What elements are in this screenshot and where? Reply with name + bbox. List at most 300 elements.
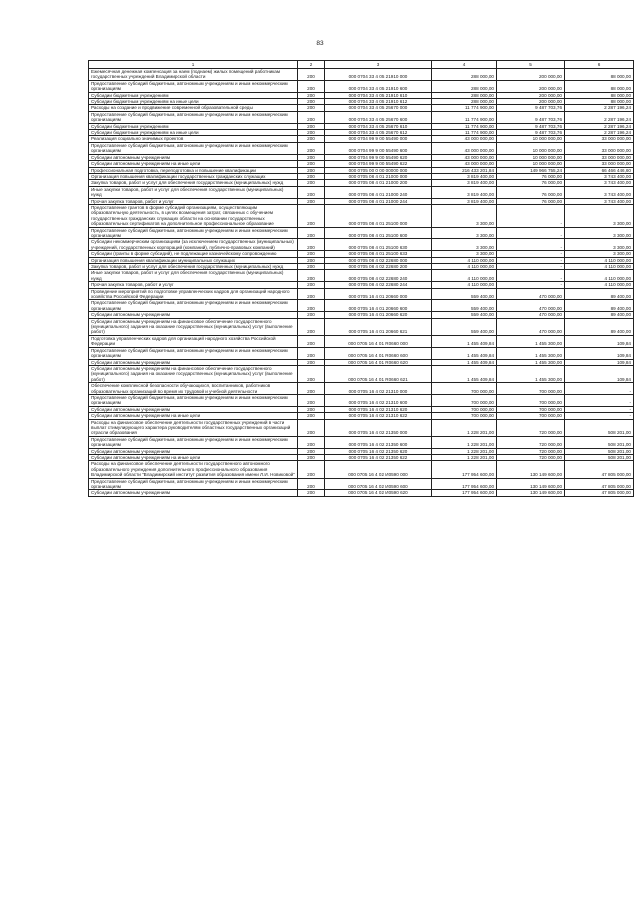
row-code-cell: 200 bbox=[298, 239, 325, 251]
row-kbk-cell: 000 0705 16 4 02 21350 600 bbox=[325, 436, 432, 448]
column-header: 6 bbox=[565, 61, 634, 69]
row-code-cell: 200 bbox=[298, 251, 325, 257]
row-executed-cell: 76 000,00 bbox=[497, 180, 565, 186]
row-executed-cell: - bbox=[497, 257, 565, 263]
row-kbk-cell: 000 0705 16 4 02 21310 600 bbox=[325, 394, 432, 406]
row-executed-cell: 200 000,00 bbox=[497, 92, 565, 98]
row-name-cell: Закупка товаров, работ и услуг для обеспечения государственных (муниципальных) нужд bbox=[89, 264, 298, 270]
row-executed-cell: - bbox=[497, 270, 565, 282]
row-kbk-cell: 000 0704 99 9 00 55490 600 bbox=[325, 142, 432, 154]
row-executed-cell: 149 966 755,24 bbox=[497, 167, 565, 173]
row-kbk-cell: 000 0705 08 4 01 21000 000 bbox=[325, 173, 432, 179]
row-approved-cell: 216 433 201,84 bbox=[432, 167, 497, 173]
table-row bbox=[89, 478, 634, 490]
row-code-cell: 200 bbox=[298, 198, 325, 204]
row-approved-cell: 1 455 409,84 bbox=[432, 335, 497, 347]
row-kbk-cell: 000 0705 16 4 01 20660 600 bbox=[325, 300, 432, 312]
row-name-cell: Предоставление субсидий бюджетным, автономным учреждениям и иным некоммерческим организациям bbox=[89, 347, 298, 359]
row-executed-cell: - bbox=[497, 282, 565, 288]
row-name-cell: Организация повышения квалификации государственных гражданских служащих bbox=[89, 173, 298, 179]
row-code-cell: 200 bbox=[298, 105, 325, 111]
row-remaining-cell: 3 743 400,00 bbox=[565, 173, 634, 179]
table-row bbox=[89, 461, 634, 478]
row-code-cell: 200 bbox=[298, 455, 325, 461]
row-approved-cell: 177 954 600,00 bbox=[432, 478, 497, 490]
row-remaining-cell: 2 287 196,24 bbox=[565, 111, 634, 123]
row-code-cell: 200 bbox=[298, 270, 325, 282]
row-name-cell: Субсидии бюджетным учреждениям bbox=[89, 92, 298, 98]
table-row bbox=[89, 80, 634, 92]
row-kbk-cell: 000 0704 99 9 00 55490 620 bbox=[325, 154, 432, 160]
row-name-cell: Предоставление субсидий бюджетным, автономным учреждениям и иным некоммерческим организациям bbox=[89, 227, 298, 239]
row-code-cell: 200 bbox=[298, 130, 325, 136]
row-remaining-cell: 66 466 446,60 bbox=[565, 167, 634, 173]
row-code-cell: 200 bbox=[298, 282, 325, 288]
column-header: 3 bbox=[325, 61, 432, 69]
row-code-cell: 200 bbox=[298, 161, 325, 167]
row-kbk-cell: 000 0705 08 4 01 25100 600 bbox=[325, 227, 432, 239]
row-approved-cell: 4 110 000,00 bbox=[432, 257, 497, 263]
row-remaining-cell: 89 400,00 bbox=[565, 312, 634, 318]
row-name-cell: Предоставление грантов в форме субсидий организациям, осуществляющим образовательную деятельность, в целях возмещения затрат, связанных с обучением государственных гражданских служащих области на основании государственных образовательных сертификатов на дополнительное профессиональное образование bbox=[89, 204, 298, 227]
row-approved-cell: 11 774 900,00 bbox=[432, 105, 497, 111]
row-executed-cell: 1 455 300,00 bbox=[497, 359, 565, 365]
row-remaining-cell: 33 000 000,00 bbox=[565, 161, 634, 167]
table-row bbox=[89, 186, 634, 198]
table-row bbox=[89, 288, 634, 300]
row-name-cell: Субсидии автономным учреждениям на иные цели bbox=[89, 455, 298, 461]
table-body bbox=[89, 69, 634, 497]
row-kbk-cell: 000 0704 33 4 05 21910 610 bbox=[325, 92, 432, 98]
row-executed-cell: 720 000,00 bbox=[497, 436, 565, 448]
row-remaining-cell: 33 000 000,00 bbox=[565, 142, 634, 154]
row-remaining-cell: 47 805 000,00 bbox=[565, 490, 634, 496]
row-kbk-cell: 000 0705 16 4 02 21310 622 bbox=[325, 413, 432, 419]
row-kbk-cell: 000 0705 08 4 01 25100 633 bbox=[325, 251, 432, 257]
table-row bbox=[89, 161, 634, 167]
table-row bbox=[89, 239, 634, 251]
row-name-cell: Иные закупки товаров, работ и услуг для обеспечения государственных (муниципальных) нужд bbox=[89, 270, 298, 282]
row-name-cell: Расходы на создание и продвижение современной образовательной среды bbox=[89, 105, 298, 111]
table-row bbox=[89, 142, 634, 154]
row-approved-cell: 3 300,00 bbox=[432, 239, 497, 251]
row-code-cell: 200 bbox=[298, 335, 325, 347]
table-row bbox=[89, 136, 634, 142]
row-code-cell: 200 bbox=[298, 436, 325, 448]
row-approved-cell: 1 228 201,00 bbox=[432, 419, 497, 436]
row-remaining-cell: 88 000,00 bbox=[565, 80, 634, 92]
row-remaining-cell: 508 201,00 bbox=[565, 419, 634, 436]
row-kbk-cell: 000 0705 08 4 02 22680 244 bbox=[325, 282, 432, 288]
row-approved-cell: 3 819 400,00 bbox=[432, 173, 497, 179]
row-name-cell: Предоставление субсидий бюджетным, автономным учреждениям и иным некоммерческим организациям bbox=[89, 111, 298, 123]
row-approved-cell: 700 000,00 bbox=[432, 413, 497, 419]
row-name-cell: Реализация социально значимых проектов bbox=[89, 136, 298, 142]
row-kbk-cell: 000 0705 08 4 01 21000 240 bbox=[325, 186, 432, 198]
row-executed-cell: - bbox=[497, 239, 565, 251]
row-kbk-cell: 000 0705 16 4 01 R0660 000 bbox=[325, 335, 432, 347]
row-code-cell: 200 bbox=[298, 448, 325, 454]
row-code-cell: 200 bbox=[298, 123, 325, 129]
row-executed-cell: 720 000,00 bbox=[497, 448, 565, 454]
row-name-cell: Прочая закупка товаров, работ и услуг bbox=[89, 198, 298, 204]
row-approved-cell: 177 954 600,00 bbox=[432, 490, 497, 496]
row-name-cell: Субсидии бюджетным учреждениям на иные цели bbox=[89, 99, 298, 105]
table-row bbox=[89, 419, 634, 436]
table-row bbox=[89, 173, 634, 179]
row-code-cell: 200 bbox=[298, 394, 325, 406]
row-code-cell: 200 bbox=[298, 312, 325, 318]
row-kbk-cell: 000 0705 16 4 02 21350 622 bbox=[325, 455, 432, 461]
row-executed-cell: 700 000,00 bbox=[497, 413, 565, 419]
row-remaining-cell: 109,84 bbox=[565, 347, 634, 359]
row-remaining-cell: 47 805 000,00 bbox=[565, 478, 634, 490]
row-executed-cell: 700 000,00 bbox=[497, 383, 565, 395]
row-remaining-cell: 89 400,00 bbox=[565, 318, 634, 335]
row-name-cell: Обеспечение комплексной безопасности обучающихся, воспитанников, работников образовательных организаций во время их трудовой и учебной деятельности bbox=[89, 383, 298, 395]
row-approved-cell: 700 000,00 bbox=[432, 394, 497, 406]
row-kbk-cell: 000 0704 99 9 00 55490 622 bbox=[325, 161, 432, 167]
row-code-cell: 200 bbox=[298, 365, 325, 382]
row-remaining-cell: 3 300,00 bbox=[565, 239, 634, 251]
row-executed-cell: - bbox=[497, 264, 565, 270]
row-approved-cell: 559 400,00 bbox=[432, 318, 497, 335]
row-approved-cell: 288 000,00 bbox=[432, 92, 497, 98]
row-remaining-cell: 2 287 196,24 bbox=[565, 123, 634, 129]
row-remaining-cell: 4 110 000,00 bbox=[565, 257, 634, 263]
row-approved-cell: 559 400,00 bbox=[432, 288, 497, 300]
table-row bbox=[89, 394, 634, 406]
row-remaining-cell: 3 300,00 bbox=[565, 204, 634, 227]
row-name-cell: Предоставление субсидий бюджетным, автономным учреждениям и иным некоммерческим организациям bbox=[89, 80, 298, 92]
table-row bbox=[89, 436, 634, 448]
row-kbk-cell: 000 0704 99 9 00 55490 000 bbox=[325, 136, 432, 142]
row-kbk-cell: 000 0705 16 4 02 И0590 600 bbox=[325, 478, 432, 490]
row-remaining-cell: 88 000,00 bbox=[565, 69, 634, 81]
row-kbk-cell: 000 0705 16 4 01 20660 621 bbox=[325, 318, 432, 335]
row-code-cell: 200 bbox=[298, 461, 325, 478]
row-remaining-cell: 89 400,00 bbox=[565, 288, 634, 300]
row-remaining-cell: 3 300,00 bbox=[565, 227, 634, 239]
row-approved-cell: 3 819 400,00 bbox=[432, 186, 497, 198]
row-kbk-cell: 000 0705 16 4 01 R0660 621 bbox=[325, 365, 432, 382]
row-remaining-cell: - bbox=[565, 383, 634, 395]
table-row bbox=[89, 365, 634, 382]
row-approved-cell: 4 110 000,00 bbox=[432, 264, 497, 270]
row-remaining-cell: 508 201,00 bbox=[565, 455, 634, 461]
row-executed-cell: 1 455 300,00 bbox=[497, 335, 565, 347]
row-approved-cell: 43 000 000,00 bbox=[432, 154, 497, 160]
row-kbk-cell: 000 0705 16 4 01 R0660 600 bbox=[325, 347, 432, 359]
row-code-cell: 200 bbox=[298, 300, 325, 312]
table-row bbox=[89, 413, 634, 419]
row-kbk-cell: 000 0704 33 4 05 25670 612 bbox=[325, 130, 432, 136]
row-remaining-cell: - bbox=[565, 413, 634, 419]
row-executed-cell: 200 000,00 bbox=[497, 80, 565, 92]
row-remaining-cell: 89 400,00 bbox=[565, 300, 634, 312]
row-kbk-cell: 000 0705 16 4 01 20660 000 bbox=[325, 288, 432, 300]
row-kbk-cell: 000 0704 33 4 05 21910 600 bbox=[325, 80, 432, 92]
row-code-cell: 200 bbox=[298, 318, 325, 335]
row-remaining-cell: 3 743 400,00 bbox=[565, 186, 634, 198]
row-kbk-cell: 000 0705 08 4 01 21000 244 bbox=[325, 198, 432, 204]
row-remaining-cell: 109,84 bbox=[565, 335, 634, 347]
row-name-cell: Предоставление субсидий бюджетным, автономным учреждениям и иным некоммерческим организациям bbox=[89, 478, 298, 490]
row-executed-cell: 10 000 000,00 bbox=[497, 136, 565, 142]
table-row bbox=[89, 270, 634, 282]
row-code-cell: 200 bbox=[298, 69, 325, 81]
row-approved-cell: 1 455 409,84 bbox=[432, 347, 497, 359]
row-executed-cell: - bbox=[497, 227, 565, 239]
row-remaining-cell: 47 805 000,00 bbox=[565, 461, 634, 478]
row-executed-cell: 76 000,00 bbox=[497, 186, 565, 198]
row-name-cell: Предоставление субсидий бюджетным, автономным учреждениям и иным некоммерческим организациям bbox=[89, 142, 298, 154]
row-executed-cell: 1 455 300,00 bbox=[497, 347, 565, 359]
row-remaining-cell: 3 743 400,00 bbox=[565, 180, 634, 186]
row-name-cell: Субсидии автономным учреждениям на иные цели bbox=[89, 161, 298, 167]
row-remaining-cell: 88 000,00 bbox=[565, 92, 634, 98]
table-row bbox=[89, 167, 634, 173]
row-kbk-cell: 000 0705 08 4 01 25100 630 bbox=[325, 239, 432, 251]
row-approved-cell: 3 819 400,00 bbox=[432, 180, 497, 186]
row-approved-cell: 177 954 600,00 bbox=[432, 461, 497, 478]
row-remaining-cell: 88 000,00 bbox=[565, 99, 634, 105]
row-kbk-cell: 000 0704 33 4 05 21910 612 bbox=[325, 99, 432, 105]
row-kbk-cell: 000 0704 33 4 05 25670 610 bbox=[325, 123, 432, 129]
row-approved-cell: 3 819 400,00 bbox=[432, 198, 497, 204]
row-approved-cell: 559 400,00 bbox=[432, 312, 497, 318]
row-code-cell: 200 bbox=[298, 99, 325, 105]
table-row bbox=[89, 130, 634, 136]
row-approved-cell: 3 300,00 bbox=[432, 227, 497, 239]
row-name-cell: Предоставление субсидий бюджетным, автономным учреждениям и иным некоммерческим организациям bbox=[89, 300, 298, 312]
row-approved-cell: 1 228 201,00 bbox=[432, 455, 497, 461]
row-remaining-cell: 109,84 bbox=[565, 359, 634, 365]
row-remaining-cell: 2 287 196,24 bbox=[565, 130, 634, 136]
row-name-cell: Субсидии автономным учреждениям bbox=[89, 406, 298, 412]
row-kbk-cell: 000 0705 16 4 02 21350 000 bbox=[325, 419, 432, 436]
row-executed-cell: 130 149 600,00 bbox=[497, 461, 565, 478]
row-name-cell: Субсидии некоммерческим организациям (за исключением государственных (муниципальных) учреждений, государственных корпораций (компаний), публично-правовых компаний) bbox=[89, 239, 298, 251]
row-name-cell: Субсидии автономным учреждениям bbox=[89, 154, 298, 160]
row-code-cell: 200 bbox=[298, 111, 325, 123]
row-kbk-cell: 000 0705 16 4 02 21310 000 bbox=[325, 383, 432, 395]
column-header: 5 bbox=[497, 61, 565, 69]
row-kbk-cell: 000 0704 33 4 05 25670 600 bbox=[325, 111, 432, 123]
row-kbk-cell: 000 0705 16 4 02 И0590 620 bbox=[325, 490, 432, 496]
row-executed-cell: 200 000,00 bbox=[497, 69, 565, 81]
row-name-cell: Предоставление субсидий бюджетным, автономным учреждениям и иным некоммерческим организациям bbox=[89, 436, 298, 448]
row-approved-cell: 700 000,00 bbox=[432, 383, 497, 395]
row-executed-cell: 720 000,00 bbox=[497, 455, 565, 461]
row-code-cell: 200 bbox=[298, 186, 325, 198]
row-name-cell: Закупка товаров, работ и услуг для обеспечения государственных (муниципальных) нужд bbox=[89, 180, 298, 186]
row-executed-cell: 130 149 600,00 bbox=[497, 478, 565, 490]
row-remaining-cell: 4 110 000,00 bbox=[565, 270, 634, 282]
row-kbk-cell: 000 0705 16 4 02 21310 620 bbox=[325, 406, 432, 412]
row-kbk-cell: 000 0705 16 4 01 R0660 620 bbox=[325, 359, 432, 365]
table-row bbox=[89, 227, 634, 239]
row-name-cell: Профессиональная подготовка, переподготовка и повышение квалификации bbox=[89, 167, 298, 173]
table-header-row bbox=[89, 61, 634, 69]
row-remaining-cell: - bbox=[565, 394, 634, 406]
row-approved-cell: 4 110 000,00 bbox=[432, 282, 497, 288]
row-remaining-cell: 33 000 000,00 bbox=[565, 154, 634, 160]
row-name-cell: Субсидии (гранты в форме субсидий), не подлежащие казначейскому сопровождению bbox=[89, 251, 298, 257]
row-kbk-cell: 000 0705 08 4 01 25100 000 bbox=[325, 204, 432, 227]
table-row bbox=[89, 99, 634, 105]
row-executed-cell: 200 000,00 bbox=[497, 99, 565, 105]
row-executed-cell: 130 149 600,00 bbox=[497, 490, 565, 496]
row-approved-cell: 43 000 000,00 bbox=[432, 142, 497, 154]
row-executed-cell: 76 000,00 bbox=[497, 198, 565, 204]
row-kbk-cell: 000 0705 00 0 00 00000 000 bbox=[325, 167, 432, 173]
row-approved-cell: 4 110 000,00 bbox=[432, 270, 497, 282]
row-kbk-cell: 000 0705 08 4 02 22680 240 bbox=[325, 270, 432, 282]
row-code-cell: 200 bbox=[298, 80, 325, 92]
row-code-cell: 200 bbox=[298, 490, 325, 496]
row-name-cell: Субсидии автономным учреждениям на финансовое обеспечение государственного (муниципального) задания на оказание государственных (муниципальных) услуг (выполнение работ) bbox=[89, 318, 298, 335]
row-approved-cell: 43 000 000,00 bbox=[432, 136, 497, 142]
row-code-cell: 200 bbox=[298, 180, 325, 186]
row-kbk-cell: 000 0705 16 4 02 21350 620 bbox=[325, 448, 432, 454]
table-row bbox=[89, 300, 634, 312]
row-approved-cell: 11 774 900,00 bbox=[432, 130, 497, 136]
row-kbk-cell: 000 0705 08 4 02 22680 200 bbox=[325, 264, 432, 270]
row-kbk-cell: 000 0705 16 4 02 И0590 000 bbox=[325, 461, 432, 478]
row-kbk-cell: 000 0704 33 4 05 25670 000 bbox=[325, 105, 432, 111]
table-row bbox=[89, 318, 634, 335]
row-approved-cell: 11 774 900,00 bbox=[432, 111, 497, 123]
row-name-cell: Субсидии автономным учреждениям на иные цели bbox=[89, 413, 298, 419]
row-name-cell: Расходы на финансовое обеспечение деятельности государственных учреждений в части выплат стимулирующего характера руководителям областных государственных организаций отрасли образования bbox=[89, 419, 298, 436]
row-name-cell: Субсидии бюджетным учреждениям на иные цели bbox=[89, 130, 298, 136]
table-row bbox=[89, 69, 634, 81]
row-kbk-cell: 000 0704 33 4 05 21910 000 bbox=[325, 69, 432, 81]
row-name-cell: Субсидии автономным учреждениям на финансовое обеспечение государственного (муниципального) задания на оказание государственных (муниципальных) услуг (выполнение работ) bbox=[89, 365, 298, 382]
row-executed-cell: 470 000,00 bbox=[497, 312, 565, 318]
table-row bbox=[89, 455, 634, 461]
row-executed-cell: 10 000 000,00 bbox=[497, 142, 565, 154]
row-executed-cell: 470 000,00 bbox=[497, 318, 565, 335]
row-code-cell: 200 bbox=[298, 154, 325, 160]
row-code-cell: 200 bbox=[298, 264, 325, 270]
row-remaining-cell: 508 201,00 bbox=[565, 448, 634, 454]
row-remaining-cell: 33 000 000,00 bbox=[565, 136, 634, 142]
row-executed-cell: 700 000,00 bbox=[497, 394, 565, 406]
row-code-cell: 200 bbox=[298, 136, 325, 142]
row-kbk-cell: 000 0705 08 4 02 22680 000 bbox=[325, 257, 432, 263]
row-kbk-cell: 000 0705 08 4 01 21000 200 bbox=[325, 180, 432, 186]
row-code-cell: 200 bbox=[298, 257, 325, 263]
row-executed-cell: 9 487 703,76 bbox=[497, 130, 565, 136]
column-header: 4 bbox=[432, 61, 497, 69]
row-executed-cell: 10 000 000,00 bbox=[497, 154, 565, 160]
page-number: 83 bbox=[316, 40, 324, 47]
row-approved-cell: 1 228 201,00 bbox=[432, 448, 497, 454]
row-remaining-cell: 4 110 000,00 bbox=[565, 264, 634, 270]
column-header: 1 bbox=[89, 61, 298, 69]
row-name-cell: Субсидии бюджетным учреждениям bbox=[89, 123, 298, 129]
row-approved-cell: 700 000,00 bbox=[432, 406, 497, 412]
row-executed-cell: 9 487 703,76 bbox=[497, 105, 565, 111]
row-remaining-cell: 109,84 bbox=[565, 365, 634, 382]
row-code-cell: 200 bbox=[298, 173, 325, 179]
row-executed-cell: 470 000,00 bbox=[497, 288, 565, 300]
row-executed-cell: 700 000,00 bbox=[497, 406, 565, 412]
row-approved-cell: 288 000,00 bbox=[432, 99, 497, 105]
row-executed-cell: 9 487 703,76 bbox=[497, 111, 565, 123]
table-row bbox=[89, 347, 634, 359]
row-name-cell: Субсидии автономным учреждениям bbox=[89, 312, 298, 318]
row-code-cell: 200 bbox=[298, 92, 325, 98]
row-name-cell: Предоставление субсидий бюджетным, автономным учреждениям и иным некоммерческим организациям bbox=[89, 394, 298, 406]
row-approved-cell: 3 300,00 bbox=[432, 251, 497, 257]
row-remaining-cell: 3 743 400,00 bbox=[565, 198, 634, 204]
row-name-cell: Ежемесячная денежная компенсация за наем (поднаем) жилых помещений работникам государственных учреждений Владимирской области bbox=[89, 69, 298, 81]
row-approved-cell: 288 000,00 bbox=[432, 69, 497, 81]
table-row bbox=[89, 335, 634, 347]
row-executed-cell: 470 000,00 bbox=[497, 300, 565, 312]
row-remaining-cell: 3 300,00 bbox=[565, 251, 634, 257]
row-code-cell: 200 bbox=[298, 419, 325, 436]
row-approved-cell: 288 000,00 bbox=[432, 80, 497, 92]
row-approved-cell: 1 228 201,00 bbox=[432, 436, 497, 448]
row-code-cell: 200 bbox=[298, 204, 325, 227]
row-name-cell: Прочая закупка товаров, работ и услуг bbox=[89, 282, 298, 288]
row-approved-cell: 1 455 409,84 bbox=[432, 365, 497, 382]
row-code-cell: 200 bbox=[298, 359, 325, 365]
table-row bbox=[89, 490, 634, 496]
row-remaining-cell: 508 201,00 bbox=[565, 436, 634, 448]
column-header: 2 bbox=[298, 61, 325, 69]
row-executed-cell: 1 455 300,00 bbox=[497, 365, 565, 382]
row-code-cell: 200 bbox=[298, 142, 325, 154]
row-approved-cell: 1 455 409,84 bbox=[432, 359, 497, 365]
row-name-cell: Иные закупки товаров, работ и услуг для обеспечения государственных (муниципальных) нужд bbox=[89, 186, 298, 198]
table-row bbox=[89, 111, 634, 123]
row-name-cell: Расходы на финансовое обеспечение деятельности государственного автономного образовательного учреждения дополнительного профессионального образования Владимирской области "Владимирский институт развития образования имени Л.И. Новиковой" bbox=[89, 461, 298, 478]
row-executed-cell: 9 487 703,76 bbox=[497, 123, 565, 129]
row-code-cell: 200 bbox=[298, 227, 325, 239]
row-name-cell: Субсидии автономным учреждениям bbox=[89, 490, 298, 496]
budget-table bbox=[88, 60, 634, 497]
table-row bbox=[89, 383, 634, 395]
row-name-cell: Проведение мероприятий по подготовке управленческих кадров для организаций народного хозяйства Российской Федерации bbox=[89, 288, 298, 300]
row-kbk-cell: 000 0705 16 4 01 20660 620 bbox=[325, 312, 432, 318]
row-remaining-cell: - bbox=[565, 406, 634, 412]
row-code-cell: 200 bbox=[298, 167, 325, 173]
row-name-cell: Субсидии автономным учреждениям bbox=[89, 359, 298, 365]
table-row bbox=[89, 204, 634, 227]
row-executed-cell: 720 000,00 bbox=[497, 419, 565, 436]
row-executed-cell: - bbox=[497, 204, 565, 227]
table-row bbox=[89, 180, 634, 186]
table-row bbox=[89, 198, 634, 204]
row-code-cell: 200 bbox=[298, 383, 325, 395]
row-code-cell: 200 bbox=[298, 478, 325, 490]
row-approved-cell: 3 300,00 bbox=[432, 204, 497, 227]
row-executed-cell: 76 000,00 bbox=[497, 173, 565, 179]
row-executed-cell: 10 000 000,00 bbox=[497, 161, 565, 167]
row-remaining-cell: 4 110 000,00 bbox=[565, 282, 634, 288]
row-approved-cell: 11 774 900,00 bbox=[432, 123, 497, 129]
table-row bbox=[89, 105, 634, 111]
row-name-cell: Субсидии автономным учреждениям bbox=[89, 448, 298, 454]
row-approved-cell: 559 400,00 bbox=[432, 300, 497, 312]
row-name-cell: Подготовка управленческих кадров для организаций народного хозяйства Российской Федерации bbox=[89, 335, 298, 347]
row-code-cell: 200 bbox=[298, 347, 325, 359]
